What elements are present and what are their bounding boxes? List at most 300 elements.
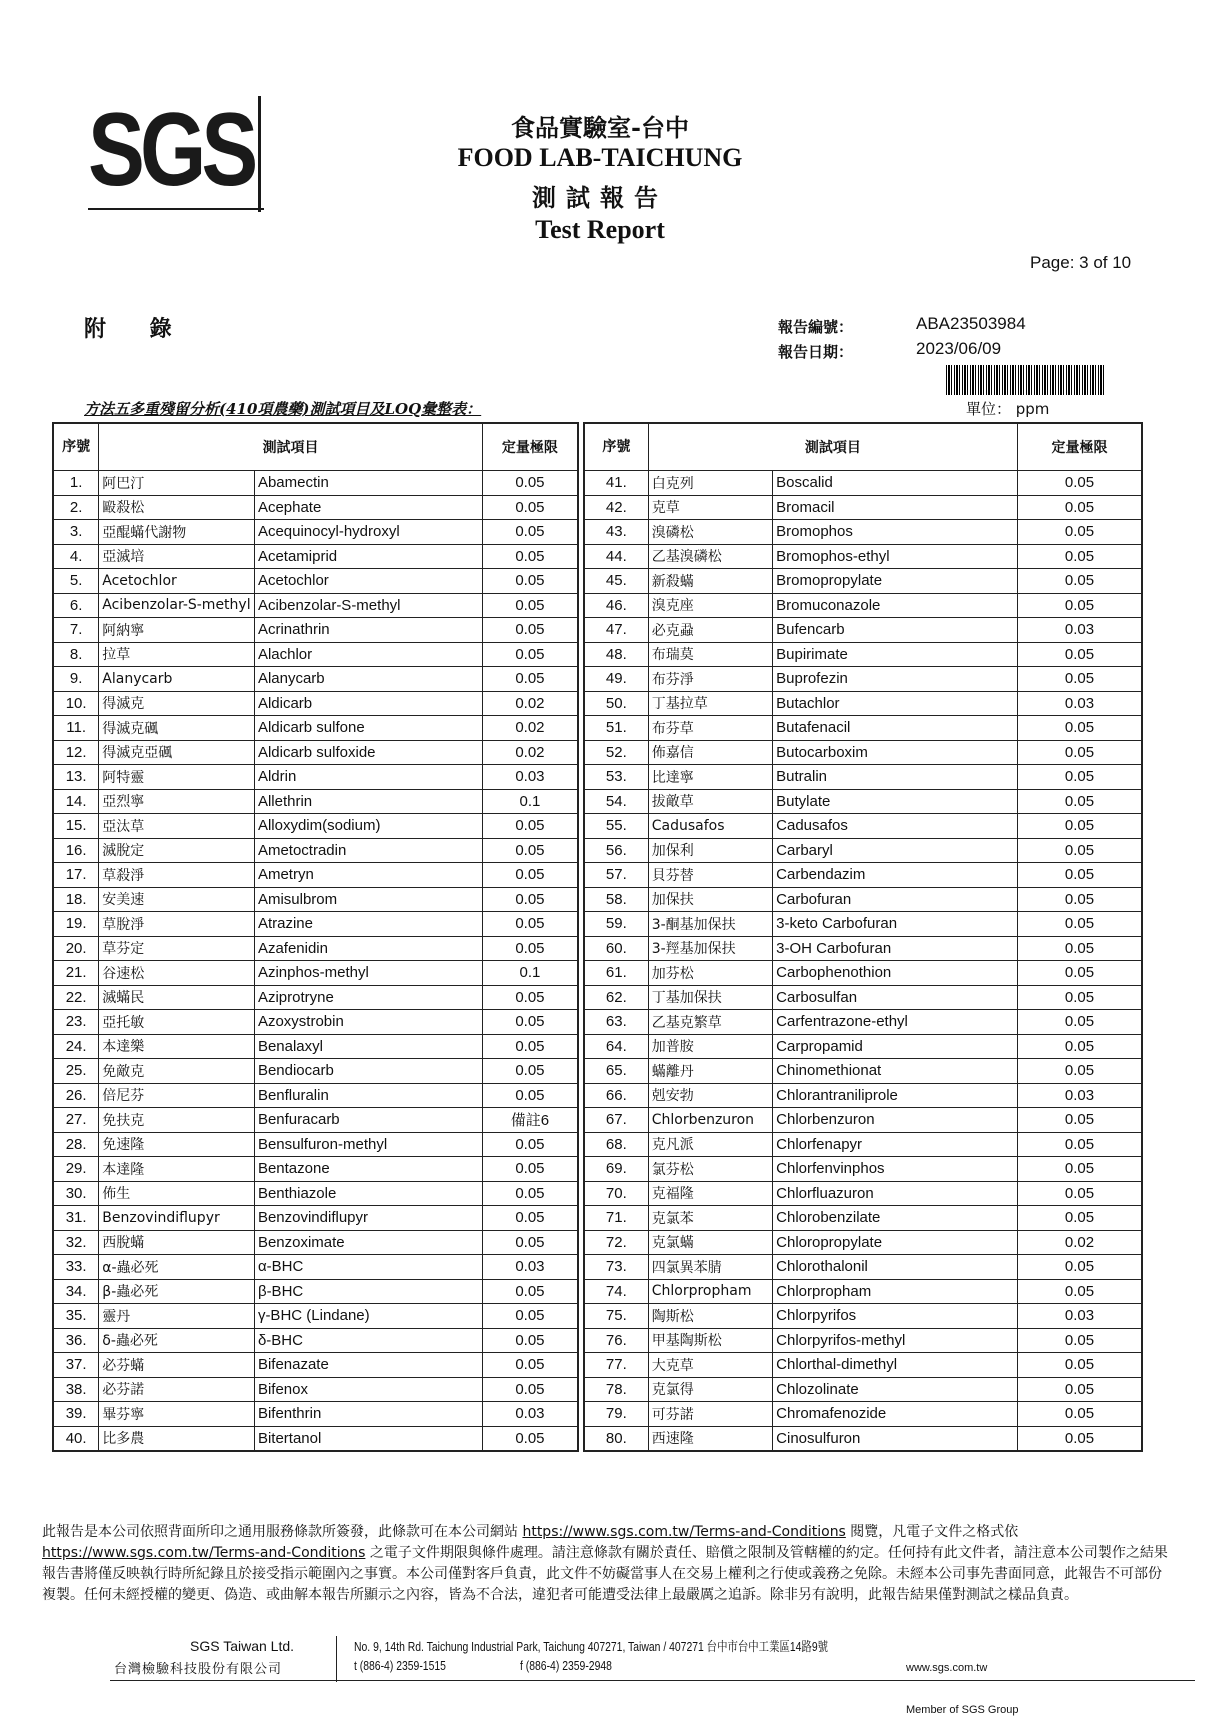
row-loq: 0.03 (1018, 1304, 1142, 1329)
row-loq: 0.03 (482, 1255, 578, 1280)
table-row (584, 985, 1142, 1010)
col-header-loq: 定量極限 (1018, 423, 1142, 471)
table-row (584, 716, 1142, 741)
row-name-zh: 克草 (648, 495, 772, 520)
row-name-zh: 丁基拉草 (648, 691, 772, 716)
row-name-zh: 克氯苯 (648, 1206, 772, 1231)
row-loq: 0.05 (1018, 544, 1142, 569)
table-row (584, 569, 1142, 594)
footer-divider (336, 1636, 337, 1682)
table-row (53, 1083, 578, 1108)
row-name-zh: 克凡派 (648, 1132, 772, 1157)
row-name-en: Bifenazate (254, 1353, 482, 1378)
row-name-en: Carfentrazone-ethyl (773, 1010, 1018, 1035)
row-name-zh: α-蟲必死 (99, 1255, 255, 1280)
row-number: 70. (584, 1181, 648, 1206)
table-row (53, 740, 578, 765)
footer-rule (110, 1680, 1195, 1681)
row-number: 44. (584, 544, 648, 569)
row-name-zh: 甲基陶斯松 (648, 1328, 772, 1353)
row-loq: 0.05 (1018, 936, 1142, 961)
row-loq: 0.03 (1018, 691, 1142, 716)
table-row (53, 789, 578, 814)
row-name-en: Benfluralin (254, 1083, 482, 1108)
row-name-zh: 得滅克 (99, 691, 255, 716)
report-number-label: 報告編號： (778, 318, 854, 336)
row-number: 67. (584, 1108, 648, 1133)
row-loq: 0.05 (482, 593, 578, 618)
row-name-zh: δ-蟲必死 (99, 1328, 255, 1353)
row-name-zh: 氯芬松 (648, 1157, 772, 1182)
row-loq: 0.05 (1018, 1206, 1142, 1231)
row-loq: 0.05 (482, 569, 578, 594)
sgs-logo (88, 92, 266, 212)
report-date-label: 報告日期： (778, 343, 854, 361)
row-number: 78. (584, 1377, 648, 1402)
company-fax: f (886-4) 2359-2948 (520, 1658, 612, 1673)
row-number: 38. (53, 1377, 99, 1402)
row-name-en: Aziprotryne (254, 985, 482, 1010)
row-name-zh: 乙基克繁草 (648, 1010, 772, 1035)
row-name-zh: 草脫淨 (99, 912, 255, 937)
row-loq: 0.05 (482, 1353, 578, 1378)
row-loq: 0.05 (1018, 985, 1142, 1010)
row-loq: 0.05 (482, 1230, 578, 1255)
row-name-zh: 西脫蟎 (99, 1230, 255, 1255)
row-number: 7. (53, 618, 99, 643)
row-number: 54. (584, 789, 648, 814)
row-name-en: Benthiazole (254, 1181, 482, 1206)
row-loq: 0.05 (1018, 789, 1142, 814)
row-number: 32. (53, 1230, 99, 1255)
row-name-en: Bupirimate (773, 642, 1018, 667)
row-loq: 0.05 (1018, 765, 1142, 790)
table-row (584, 1132, 1142, 1157)
table-row (584, 642, 1142, 667)
row-loq: 0.05 (1018, 716, 1142, 741)
logo-text: SGS (88, 92, 254, 208)
row-number: 24. (53, 1034, 99, 1059)
row-loq: 0.05 (1018, 887, 1142, 912)
row-name-zh: β-蟲必死 (99, 1279, 255, 1304)
row-number: 18. (53, 887, 99, 912)
row-name-zh: 本達隆 (99, 1157, 255, 1182)
row-name-zh: 3-羥基加保扶 (648, 936, 772, 961)
row-name-en: Butralin (773, 765, 1018, 790)
row-name-zh: 免敵克 (99, 1059, 255, 1084)
row-name-en: Allethrin (254, 789, 482, 814)
row-loq: 0.05 (1018, 1377, 1142, 1402)
row-loq: 0.05 (1018, 740, 1142, 765)
table-row (584, 520, 1142, 545)
row-name-zh: Chlorpropham (648, 1279, 772, 1304)
unit-label: 單位： ppm (966, 400, 1050, 418)
row-number: 48. (584, 642, 648, 667)
row-number: 75. (584, 1304, 648, 1329)
row-name-en: Ametryn (254, 863, 482, 888)
logo-bar (258, 96, 261, 212)
row-loq: 0.05 (1018, 520, 1142, 545)
row-name-en: Acetamiprid (254, 544, 482, 569)
table-row (53, 544, 578, 569)
table-row (53, 520, 578, 545)
row-number: 64. (584, 1034, 648, 1059)
row-name-en: Alloxydim(sodium) (254, 814, 482, 839)
row-number: 47. (584, 618, 648, 643)
lab-title-zh: 食品實驗室-台中 (511, 113, 689, 142)
disclaimer-text (42, 1522, 1172, 1606)
table-row (53, 912, 578, 937)
table-row (53, 569, 578, 594)
row-name-zh: 布芬淨 (648, 667, 772, 692)
row-loq: 0.05 (482, 863, 578, 888)
row-name-zh: 佈嘉信 (648, 740, 772, 765)
row-number: 68. (584, 1132, 648, 1157)
row-name-zh: 拔敵草 (648, 789, 772, 814)
row-name-en: Cinosulfuron (773, 1426, 1018, 1451)
row-number: 65. (584, 1059, 648, 1084)
row-name-en: Chlorthal-dimethyl (773, 1353, 1018, 1378)
row-number: 37. (53, 1353, 99, 1378)
row-name-zh: 布瑞莫 (648, 642, 772, 667)
row-number: 63. (584, 1010, 648, 1035)
row-loq: 0.05 (482, 1132, 578, 1157)
row-loq: 0.05 (482, 1377, 578, 1402)
col-header-seq: 序號 (53, 423, 99, 471)
table-row (53, 593, 578, 618)
row-name-en: Carbendazim (773, 863, 1018, 888)
row-number: 53. (584, 765, 648, 790)
row-number: 22. (53, 985, 99, 1010)
row-number: 19. (53, 912, 99, 937)
table-row (53, 691, 578, 716)
table-row (584, 1157, 1142, 1182)
row-name-en: Bromophos (773, 520, 1018, 545)
row-name-en: Abamectin (254, 471, 482, 496)
row-name-zh: 必芬諾 (99, 1377, 255, 1402)
table-row (53, 887, 578, 912)
row-name-en: Butachlor (773, 691, 1018, 716)
row-loq: 0.05 (482, 887, 578, 912)
row-name-zh: 比多農 (99, 1426, 255, 1451)
table-row (584, 961, 1142, 986)
row-number: 17. (53, 863, 99, 888)
row-loq: 0.05 (1018, 1402, 1142, 1427)
report-number-value: ABA23503984 (916, 314, 1026, 333)
row-loq: 0.05 (1018, 863, 1142, 888)
row-name-en: Bromopropylate (773, 569, 1018, 594)
row-number: 52. (584, 740, 648, 765)
row-name-zh: 乙基溴磷松 (648, 544, 772, 569)
row-loq: 0.05 (1018, 471, 1142, 496)
table-row (53, 1377, 578, 1402)
row-name-en: Acephate (254, 495, 482, 520)
row-name-en: Alachlor (254, 642, 482, 667)
row-name-zh: 倍尼芬 (99, 1083, 255, 1108)
row-number: 27. (53, 1108, 99, 1133)
row-name-en: Bromophos-ethyl (773, 544, 1018, 569)
row-loq: 0.05 (1018, 642, 1142, 667)
table-row (584, 863, 1142, 888)
table-row (584, 1059, 1142, 1084)
row-name-en: Chlorpyrifos (773, 1304, 1018, 1329)
table-row (584, 471, 1142, 496)
row-name-zh: 溴磷松 (648, 520, 772, 545)
row-name-zh: 亞滅培 (99, 544, 255, 569)
table-row (584, 838, 1142, 863)
row-name-en: Buprofezin (773, 667, 1018, 692)
table-title: 方法五多重殘留分析(410項農藥)測試項目及LOQ彙整表： (84, 400, 482, 418)
row-loq: 0.05 (1018, 1132, 1142, 1157)
row-loq: 0.05 (1018, 569, 1142, 594)
table-row (584, 1328, 1142, 1353)
table-header-row (584, 423, 1142, 471)
row-number: 80. (584, 1426, 648, 1451)
row-number: 4. (53, 544, 99, 569)
row-number: 73. (584, 1255, 648, 1280)
row-name-zh: 滅脫定 (99, 838, 255, 863)
row-loq: 0.05 (482, 985, 578, 1010)
table-row (53, 667, 578, 692)
row-name-en: Acetochlor (254, 569, 482, 594)
logo-base-line (88, 208, 264, 210)
row-number: 42. (584, 495, 648, 520)
row-number: 55. (584, 814, 648, 839)
table-row (53, 1181, 578, 1206)
disclaimer-part-2: 閱覽，凡電子文件之格式依 (845, 1524, 1019, 1540)
row-loq: 0.05 (482, 1304, 578, 1329)
row-name-zh: 本達樂 (99, 1034, 255, 1059)
row-name-zh: 毆殺松 (99, 495, 255, 520)
table-row (53, 1059, 578, 1084)
row-name-en: Bromuconazole (773, 593, 1018, 618)
row-name-en: Aldicarb (254, 691, 482, 716)
row-name-en: Chinomethionat (773, 1059, 1018, 1084)
table-row (53, 1108, 578, 1133)
company-name-en: SGS Taiwan Ltd. (190, 1638, 295, 1654)
table-row (584, 1255, 1142, 1280)
terms-link[interactable]: https://www.sgs.com.tw/Terms-and-Conditions (522, 1524, 846, 1540)
row-name-en: Chlorfluazuron (773, 1181, 1018, 1206)
row-name-zh: Benzovindiflupyr (99, 1206, 255, 1231)
table-row (53, 863, 578, 888)
row-loq: 0.05 (482, 912, 578, 937)
row-name-zh: 陶斯松 (648, 1304, 772, 1329)
row-name-en: Azinphos-methyl (254, 961, 482, 986)
row-name-zh: 阿巴汀 (99, 471, 255, 496)
appendix-label: 附 錄 (84, 316, 190, 342)
row-name-zh: 比達寧 (648, 765, 772, 790)
row-name-zh: Acetochlor (99, 569, 255, 594)
row-number: 21. (53, 961, 99, 986)
row-number: 60. (584, 936, 648, 961)
row-name-en: Azoxystrobin (254, 1010, 482, 1035)
row-loq: 0.03 (1018, 1083, 1142, 1108)
row-name-en: Bifenthrin (254, 1402, 482, 1427)
terms-link-2[interactable]: https://www.sgs.com.tw/Terms-and-Conditions (42, 1545, 366, 1561)
row-loq: 0.05 (1018, 1426, 1142, 1451)
table-row (53, 1353, 578, 1378)
row-name-zh: 得滅克亞碸 (99, 740, 255, 765)
table-row (584, 1353, 1142, 1378)
row-name-en: Alanycarb (254, 667, 482, 692)
table-row (584, 1377, 1142, 1402)
row-number: 1. (53, 471, 99, 496)
row-number: 15. (53, 814, 99, 839)
table-row (584, 1426, 1142, 1451)
row-name-en: Chlorantraniliprole (773, 1083, 1018, 1108)
row-number: 16. (53, 838, 99, 863)
row-name-en: Chlorfenapyr (773, 1132, 1018, 1157)
row-name-zh: 克氯蟎 (648, 1230, 772, 1255)
table-row (584, 593, 1142, 618)
row-loq: 0.05 (482, 936, 578, 961)
table-row (584, 1230, 1142, 1255)
report-title-en: Test Report (535, 215, 665, 244)
table-row (53, 765, 578, 790)
row-number: 58. (584, 887, 648, 912)
table-row (584, 1108, 1142, 1133)
row-name-en: Bromacil (773, 495, 1018, 520)
row-number: 34. (53, 1279, 99, 1304)
row-number: 50. (584, 691, 648, 716)
row-name-en: Aldicarb sulfoxide (254, 740, 482, 765)
row-name-en: 3-keto Carbofuran (773, 912, 1018, 937)
table-row (584, 1083, 1142, 1108)
row-name-en: α-BHC (254, 1255, 482, 1280)
row-name-zh: 必芬蟎 (99, 1353, 255, 1378)
row-name-zh: 丁基加保扶 (648, 985, 772, 1010)
company-phone: t (886-4) 2359-1515 (354, 1658, 446, 1673)
row-loq: 0.05 (482, 471, 578, 496)
table-row (584, 765, 1142, 790)
row-name-zh: 克福隆 (648, 1181, 772, 1206)
row-loq: 0.05 (1018, 1157, 1142, 1182)
table-row (53, 814, 578, 839)
row-loq: 0.05 (482, 495, 578, 520)
row-loq: 0.05 (482, 667, 578, 692)
row-name-zh: 畢芬寧 (99, 1402, 255, 1427)
row-name-zh: 新殺蟎 (648, 569, 772, 594)
row-loq: 0.05 (1018, 1108, 1142, 1133)
row-name-zh: 3-酮基加保扶 (648, 912, 772, 937)
member-of-sgs: Member of SGS Group (906, 1704, 1019, 1716)
row-loq: 0.05 (482, 1059, 578, 1084)
table-row (53, 1230, 578, 1255)
row-number: 51. (584, 716, 648, 741)
row-number: 23. (53, 1010, 99, 1035)
row-loq: 0.05 (1018, 1059, 1142, 1084)
row-name-en: Benalaxyl (254, 1034, 482, 1059)
row-name-en: Chlorobenzilate (773, 1206, 1018, 1231)
row-loq: 0.05 (1018, 1255, 1142, 1280)
table-row (53, 1304, 578, 1329)
row-name-zh: 亞托敏 (99, 1010, 255, 1035)
row-name-zh: Cadusafos (648, 814, 772, 839)
row-loq: 0.05 (1018, 838, 1142, 863)
row-name-en: Chromafenozide (773, 1402, 1018, 1427)
row-loq: 0.05 (1018, 814, 1142, 839)
col-header-loq: 定量極限 (482, 423, 578, 471)
row-number: 28. (53, 1132, 99, 1157)
table-row (53, 985, 578, 1010)
row-name-en: δ-BHC (254, 1328, 482, 1353)
table-row (53, 1132, 578, 1157)
row-number: 31. (53, 1206, 99, 1231)
report-title-zh: 測試報告 (532, 183, 668, 212)
table-row (53, 471, 578, 496)
row-number: 61. (584, 961, 648, 986)
row-name-zh: 白克列 (648, 471, 772, 496)
row-name-en: Butylate (773, 789, 1018, 814)
table-row (53, 1010, 578, 1035)
row-loq: 0.05 (482, 520, 578, 545)
report-date-value: 2023/06/09 (916, 339, 1002, 358)
col-header-item: 測試項目 (99, 423, 483, 471)
row-name-zh: 蟎離丹 (648, 1059, 772, 1084)
row-name-en: Benfuracarb (254, 1108, 482, 1133)
row-loq: 0.03 (482, 1402, 578, 1427)
row-loq: 0.05 (1018, 495, 1142, 520)
row-loq: 0.05 (482, 642, 578, 667)
row-name-zh: 亞汰草 (99, 814, 255, 839)
row-loq: 0.03 (482, 765, 578, 790)
row-number: 56. (584, 838, 648, 863)
row-name-en: Chlozolinate (773, 1377, 1018, 1402)
company-website: www.sgs.com.tw (906, 1662, 988, 1674)
row-name-zh: 加普胺 (648, 1034, 772, 1059)
row-name-en: Benzovindiflupyr (254, 1206, 482, 1231)
row-name-zh: 免扶克 (99, 1108, 255, 1133)
row-number: 5. (53, 569, 99, 594)
row-number: 43. (584, 520, 648, 545)
row-name-en: Aldicarb sulfone (254, 716, 482, 741)
table-row (53, 495, 578, 520)
row-loq: 0.05 (482, 1181, 578, 1206)
row-name-en: Boscalid (773, 471, 1018, 496)
row-name-zh: 貝芬替 (648, 863, 772, 888)
row-name-en: Carbaryl (773, 838, 1018, 863)
row-name-en: Cadusafos (773, 814, 1018, 839)
row-name-en: β-BHC (254, 1279, 482, 1304)
row-number: 35. (53, 1304, 99, 1329)
row-number: 10. (53, 691, 99, 716)
row-name-zh: 阿特靈 (99, 765, 255, 790)
row-number: 29. (53, 1157, 99, 1182)
row-number: 76. (584, 1328, 648, 1353)
row-loq: 0.1 (482, 789, 578, 814)
row-number: 79. (584, 1402, 648, 1427)
row-loq: 0.05 (482, 838, 578, 863)
row-name-en: Benzoximate (254, 1230, 482, 1255)
row-loq: 0.05 (1018, 961, 1142, 986)
row-loq: 0.05 (482, 618, 578, 643)
row-loq: 0.05 (1018, 1034, 1142, 1059)
row-loq: 0.05 (482, 814, 578, 839)
row-loq: 備註6 (482, 1108, 578, 1133)
row-name-zh: 加保扶 (648, 887, 772, 912)
row-name-zh: 加芬松 (648, 961, 772, 986)
col-header-seq: 序號 (584, 423, 648, 471)
table-row (53, 1206, 578, 1231)
table-row (53, 838, 578, 863)
table-row (584, 1279, 1142, 1304)
barcode-image (946, 365, 1106, 395)
row-loq: 0.05 (482, 1279, 578, 1304)
table-row (584, 1181, 1142, 1206)
table-row (53, 618, 578, 643)
pesticide-table-right (583, 422, 1143, 1452)
